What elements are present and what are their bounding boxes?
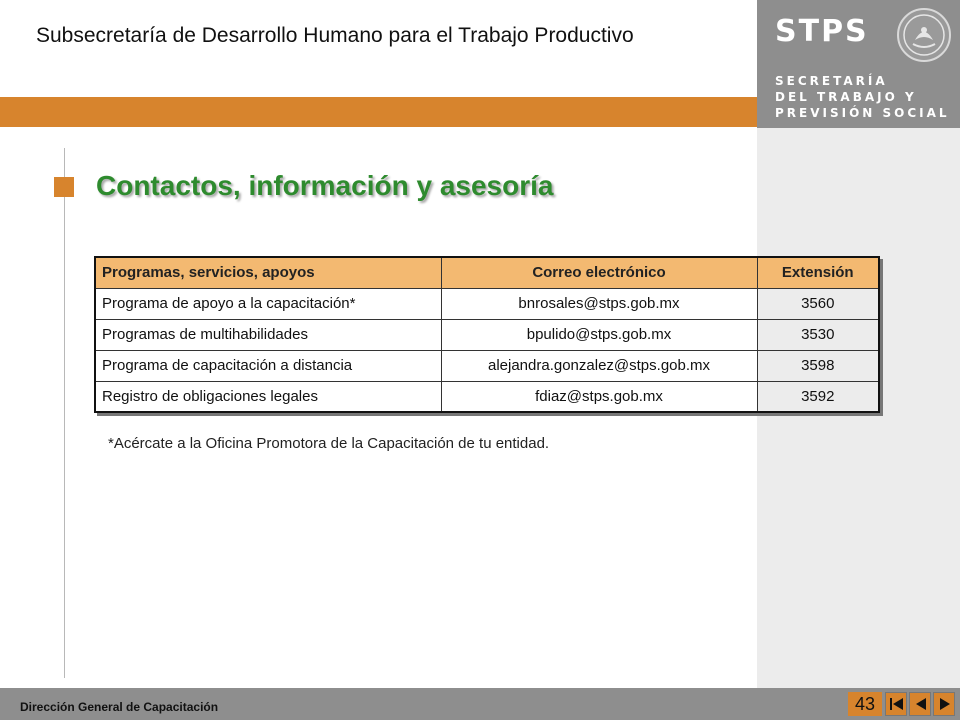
contacts-table — [94, 256, 880, 413]
extension-cell: 3598 — [757, 350, 879, 381]
stps-acronym: STPS — [775, 14, 869, 49]
page-number: 43 — [848, 692, 882, 716]
ministry-line-1: SECRETARÍA — [775, 74, 888, 88]
column-header-extension: Extensión — [757, 257, 879, 288]
table-row — [95, 319, 879, 350]
program-cell: Programa de capacitación a distancia — [95, 350, 441, 381]
bullet-square-icon — [54, 177, 74, 197]
program-cell: Registro de obligaciones legales — [95, 381, 441, 412]
email-link[interactable]: bnrosales@stps.gob.mx — [441, 288, 757, 319]
header-title: Subsecretaría de Desarrollo Humano para el Trabajo Productivo — [36, 24, 634, 47]
extension-cell: 3530 — [757, 319, 879, 350]
table-header-row — [95, 257, 879, 288]
page-title: Contactos, información y asesoría — [96, 170, 554, 201]
column-header-email: Correo electrónico — [441, 257, 757, 288]
first-page-icon[interactable] — [885, 692, 907, 716]
footer-text: Dirección General de Capacitación — [20, 700, 219, 714]
extension-cell: 3592 — [757, 381, 879, 412]
next-page-icon[interactable] — [933, 692, 955, 716]
column-header-program: Programas, servicios, apoyos — [95, 257, 441, 288]
email-link[interactable]: bpulido@stps.gob.mx — [441, 319, 757, 350]
header-accent-band — [0, 97, 757, 127]
previous-page-icon[interactable] — [909, 692, 931, 716]
vertical-divider — [64, 148, 65, 678]
footer-bar — [0, 688, 960, 720]
extension-cell: 3560 — [757, 288, 879, 319]
table-row — [95, 381, 879, 412]
program-cell: Programa de apoyo a la capacitación* — [95, 288, 441, 319]
ministry-line-3: PREVISIÓN SOCIAL — [775, 106, 950, 120]
table-row — [95, 350, 879, 381]
mexico-coat-of-arms-icon — [897, 8, 951, 62]
table-row — [95, 288, 879, 319]
ministry-name — [775, 73, 950, 121]
program-cell: Programas de multihabilidades — [95, 319, 441, 350]
email-link[interactable]: alejandra.gonzalez@stps.gob.mx — [441, 350, 757, 381]
ministry-line-2: DEL TRABAJO Y — [775, 90, 917, 104]
stps-logo-panel — [757, 0, 960, 128]
email-link[interactable]: fdiaz@stps.gob.mx — [441, 381, 757, 412]
footnote: *Acércate a la Oficina Promotora de la Capacitación de tu entidad. — [108, 435, 550, 452]
